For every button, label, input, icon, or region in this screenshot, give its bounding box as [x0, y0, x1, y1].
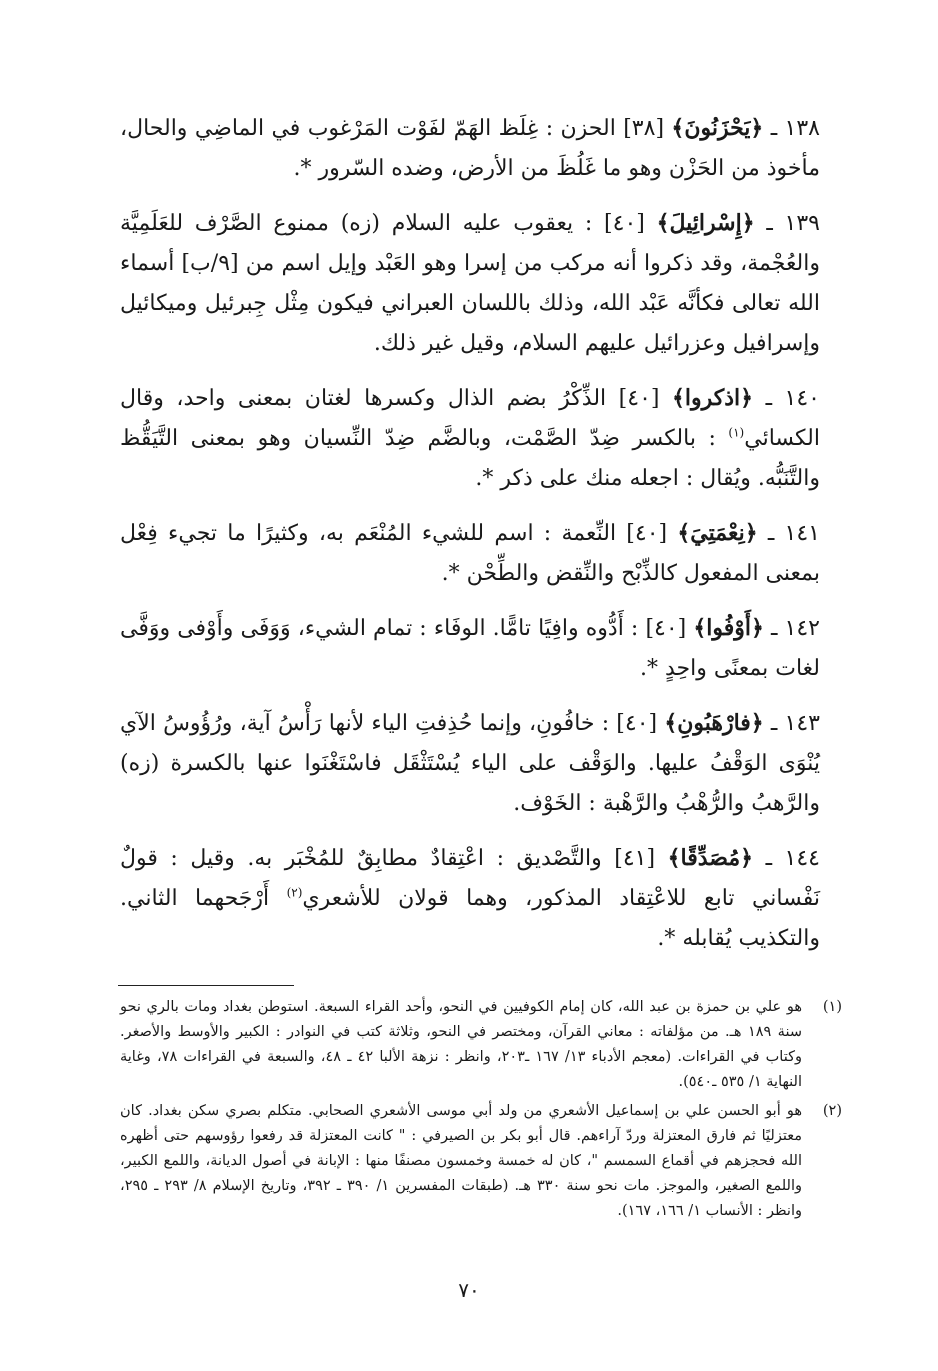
- entry-text: [٤٠] : خافُونِ، وإنما حُذِفتِ الياء لأنها رَأْسُ آية، ورُؤُوسُ الآي يُنْوَى الوَقْفُ عليها. والوَقْف على الياء يُسْتَثْقَل فاسْتَغْنَوا عنها بالكسرة (زه) والرَّهبُ والرُّهْبُ والرَّهْبة : الخَوْف.: [120, 711, 820, 816]
- entry-number: ١٤٢ ـ: [770, 616, 820, 641]
- entry-text-before-footnote: [٤١] والتَّصْديق : اعْتِقادٌ مطابِقٌ للمُخْبَر به. وقيل : قولٌ نَفْساني تابع للاعْتِقاد المذكور، وهما قولان للأشعري: [120, 846, 821, 911]
- entry-text: : بالكسر ضِدّ الصَّمْت، وبالضَّم ضِدّ النِّسيان وهو بمعنى التَّيَقُّظ والتَّنَبُّه. ويُقال : اجعله منك على ذكر *.: [120, 426, 820, 491]
- entry-text: أَرْجَحهما الثاني. والتكذيب يُقابله *.: [120, 886, 820, 951]
- entry-number: ١٤١ ـ: [767, 521, 820, 546]
- footnote-ref[interactable]: (٢): [286, 885, 303, 900]
- entry-143: [120, 703, 820, 824]
- entry-number: ١٣٩ ـ: [766, 211, 820, 236]
- footnote-divider: [118, 985, 294, 986]
- entry-headword: ﴿أَوْفُوا﴾: [693, 615, 764, 641]
- footnote-number: (١): [822, 999, 842, 1015]
- page-number: ٧٠: [458, 1278, 480, 1302]
- entry-headword: ﴿مُصَدِّقًا﴾: [667, 845, 754, 871]
- entry-text: [٤٠] : أَدُّوه وافِيًا تامًّا. الوفَاء : تمام الشيء، وَوَفَى وأَوْفى ووَفَّى لغات بمعنًى واحِدٍ *.: [120, 616, 820, 681]
- entry-number: ١٤٣ ـ: [770, 711, 820, 736]
- footnote-number: (٢): [822, 1103, 842, 1119]
- entry-text-before-footnote: [٤٠] الذِّكْرُ بضم الذال وكسرها لغتان بمعنى واحد، وقال الكسائي: [120, 386, 820, 451]
- entry-headword: ﴿فارْهَبُونِ﴾: [664, 710, 764, 736]
- entry-number: ١٣٨ ـ: [770, 116, 820, 141]
- entry-headword: ﴿إِسْرائِيلَ﴾: [656, 210, 755, 236]
- entry-number: ١٤٠ ـ: [765, 386, 820, 411]
- footnote-1: [120, 995, 842, 1095]
- footnote-2: [120, 1099, 842, 1224]
- entry-headword: ﴿نِعْمَتِيَ﴾: [677, 520, 758, 546]
- footnotes: [120, 995, 842, 1228]
- footnote-text: هو علي بن حمزة بن عبد الله، كان إمام الكوفيين في النحو، وأحد القراء السبعة. استوطن بغداد ومات بالري نحو سنة ١٨٩ هـ. من مؤلفاته : معاني القرآن، ومختصر في النحو، وثلاثة كتب في النوادر : الكبير والأوسط والأصغر. وكتاب في القراءات. (معجم الأدباء ١٣/ ١٦٧ ـ٢٠٣، وانظر : نزهة الألبا ٤٢ ـ ٤٨، والسبعة في القراءات ٧٨، وغاية النهاية ١/ ٥٣٥ ـ٥٤٠).: [120, 999, 802, 1090]
- entry-text: [٤٠] : يعقوب عليه السلام (زه) ممنوع الصَّرْف للعَلَمِيَّة والعُجْمة، وقد ذكروا أنه مركب من إسرا وهو العَبْد وإيل اسم من [٩/ب] أسماء الله تعالى فكأنَّه عَبْد الله، وذلك باللسان العبراني فيكون مِثْل جِبرئيل وميكائيل وإسرافيل وعزرائيل عليهم السلام، وقيل غير ذلك.: [120, 211, 820, 356]
- entry-139: [120, 203, 820, 364]
- entry-headword: ﴿يَحْزَنُونَ﴾: [671, 115, 764, 141]
- main-text: [120, 108, 820, 973]
- entry-headword: ﴿اذكروا﴾: [672, 385, 754, 411]
- entry-140: [120, 378, 820, 499]
- entry-text: [٤٠] النِّعمة : اسم للشيء المُنْعَم به، وكثيرًا ما تجيء فِعْل بمعنى المفعول كالذِّبْح والنِّقض والطِّحْن *.: [120, 521, 820, 586]
- entry-138: [120, 108, 820, 189]
- entry-144: [120, 838, 820, 959]
- footnote-ref[interactable]: (١): [728, 425, 745, 440]
- entry-142: [120, 608, 820, 689]
- entry-141: [120, 513, 820, 594]
- entry-number: ١٤٤ ـ: [765, 846, 820, 871]
- entry-text: [٣٨] الحزن : غِلَظ الهَمّ لفَوْت المَرْغوب في الماضِي والحال، مأخوذ من الحَزْن وهو ما غَلُظَ من الأرض، وضده السّرور *.: [120, 116, 820, 181]
- footnote-text: هو أبو الحسن علي بن إسماعيل الأشعري من ولد أبي موسى الأشعري الصحابي. متكلم بصري سكن بغداد. كان معتزليًا ثم فارق المعتزلة وردّ آراءهم. قال أبو بكر بن الصيرفي : " كانت المعتزلة قد رفعوا رؤوسهم حتى أظهره الله فحجزهم في أقماع السمسم "، كان له خمسة وخمسون مصنفًا منها : الإبانة في أصول الديانة، واللمع الكبير، واللمع الصغير، والموجز. مات نحو سنة ٣٣٠ هـ. (طبقات المفسرين ١/ ٣٩٠ ـ ٣٩٢، وتاريخ الإسلام ٨/ ٢٩٣ ـ ٢٩٥، وانظر : الأنساب ١/ ١٦٦، ١٦٧).: [120, 1103, 803, 1219]
